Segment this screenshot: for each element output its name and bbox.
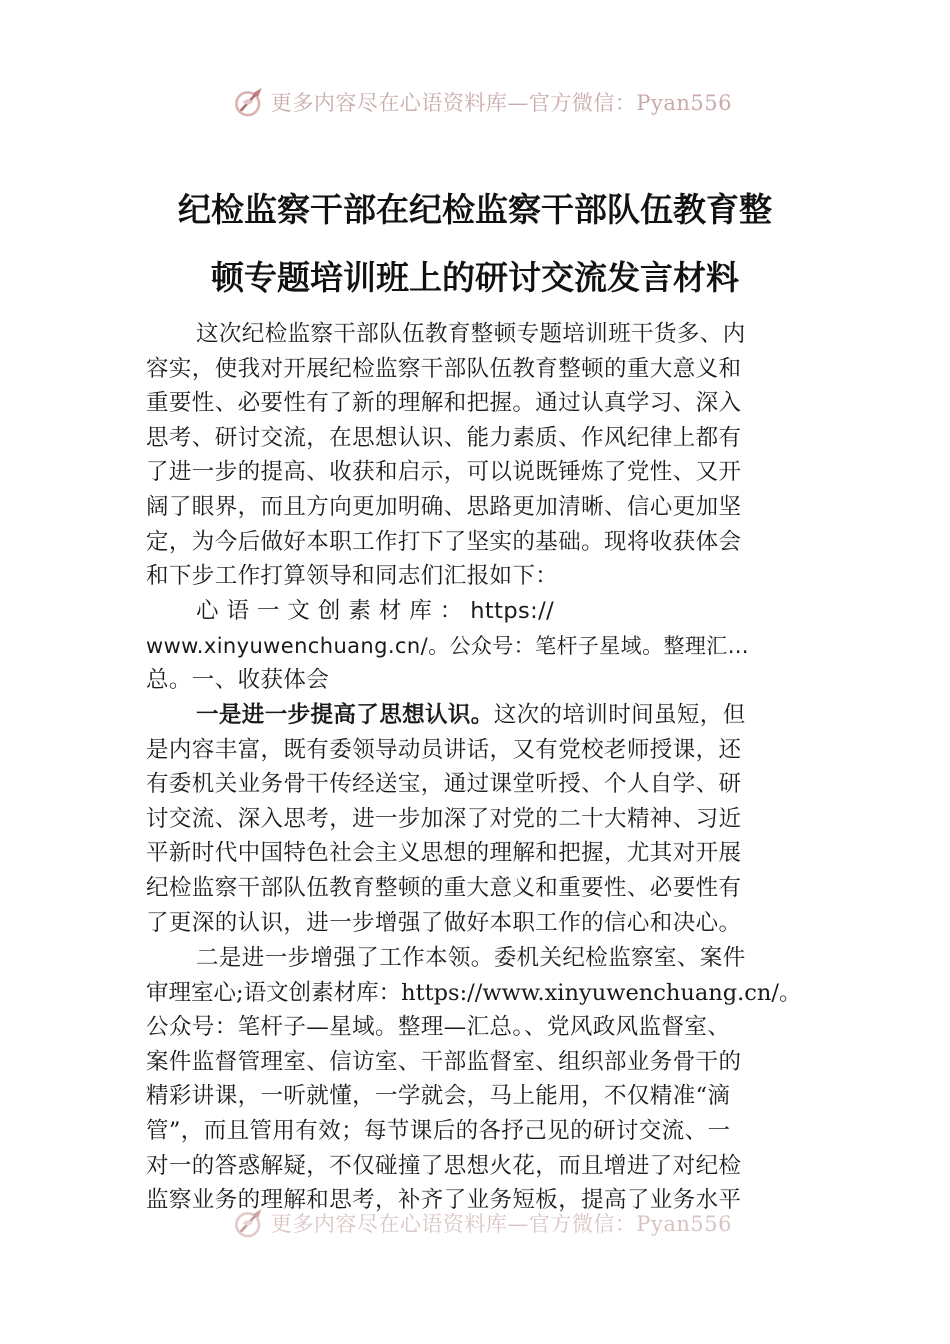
- notice-char: 材: [378, 598, 402, 624]
- notice-char: 创: [317, 598, 341, 624]
- notice-char: 库: [409, 598, 433, 624]
- footer-banner: [232, 1203, 732, 1243]
- text-line: 二是进一步增强了工作本领。委机关纪检监察室、案件: [196, 945, 746, 971]
- brand-logo-icon: [232, 1204, 267, 1242]
- brand-logo-icon: [232, 83, 267, 121]
- text-line: 平新时代中国特色社会主义思想的理解和把握，尤其对开展: [146, 840, 742, 867]
- text-line: 管”，而且管用有效；每节课后的各抒己见的研讨交流、一: [146, 1117, 731, 1144]
- notice-char: 文: [287, 598, 311, 624]
- section-2-paragraph: [146, 941, 810, 1218]
- section-1-paragraph: [146, 698, 810, 940]
- text-line: 讨交流、深入思考，进一步加深了对党的二十大精神、习近: [146, 805, 742, 832]
- text-line: 监察业务的理解和思考，补齐了业务短板，提高了业务水平: [146, 1187, 742, 1214]
- text-line: 和下步工作打算领导和同志们汇报如下：: [146, 563, 559, 590]
- notice-char: 语: [226, 598, 250, 624]
- text-line: 是内容丰富，既有委领导动员讲话，又有党校老师授课，还: [146, 736, 742, 763]
- text-line: 了进一步的提高、收获和启示，可以说既锤炼了党性、又开: [146, 459, 742, 486]
- notice-line-1: [146, 594, 810, 629]
- text-line: [146, 698, 810, 733]
- text-line: 阔了眼界，而且方向更加明确、思路更加清晰、信心更加坚: [146, 493, 742, 520]
- notice-char: ：: [439, 598, 463, 624]
- text-line: 有委机关业务骨干传经送宝，通过课堂听授、个人自学、研: [146, 771, 742, 798]
- notice-url: https://: [470, 598, 555, 624]
- point-heading: 一是进一步提高了思想认识。: [196, 702, 494, 728]
- text-line: 容实，使我对开展纪检监察干部队伍教育整顿的重大意义和: [146, 355, 742, 382]
- notice-char: 一: [256, 598, 280, 624]
- document-title-line-2: 顿专题培训班上的研讨交流发言材料: [211, 258, 739, 297]
- text-line: 案件监督管理室、信访室、干部监督室、组织部业务骨干的: [146, 1048, 742, 1075]
- text-line: 纪检监察干部队伍教育整顿的重大意义和重要性、必要性有: [146, 874, 742, 901]
- text-line: 精彩讲课，一听就懂，一学就会，马上能用，不仅精准“滴: [146, 1083, 731, 1110]
- section-heading: 总。一、收获体会: [146, 667, 330, 694]
- banner-text: 更多内容尽在心语资料库—官方微信：Pyan556: [270, 1212, 732, 1236]
- banner-text: 更多内容尽在心语资料库—官方微信：Pyan556: [270, 91, 732, 115]
- text-line: 审理室心;语文创素材库：https://www.xinyuwenchuang.cn/。: [146, 979, 802, 1006]
- text-line: 这次纪检监察干部队伍教育整顿专题培训班干货多、内: [196, 321, 746, 347]
- header-banner: [232, 82, 732, 122]
- text-line: 重要性、必要性有了新的理解和把握。通过认真学习、深入: [146, 390, 742, 417]
- text-line: 定，为今后做好本职工作打下了坚实的基础。现将收获体会: [146, 528, 742, 555]
- notice-line-2: www.xinyuwenchuang.cn/。公众号：笔杆子星域。整理汇…: [146, 633, 750, 658]
- document-title-line-1: 纪检监察干部在纪检监察干部队伍教育整: [178, 190, 772, 229]
- source-notice: [146, 594, 810, 698]
- text-line: 思考、研讨交流，在思想认识、能力素质、作风纪律上都有: [146, 424, 742, 451]
- text-run: 这次的培训时间虽短，但: [493, 702, 746, 728]
- text-line: 公众号：笔杆子—星域。整理—汇总。、党风政风监督室、: [146, 1014, 731, 1041]
- text-line: 了更深的认识，进一步增强了做好本职工作的信心和决心。: [146, 909, 742, 936]
- notice-char: 心: [196, 598, 219, 624]
- intro-paragraph: [146, 317, 810, 594]
- text-line: 对一的答惑解疑，不仅碰撞了思想火花，而且增进了对纪检: [146, 1152, 742, 1179]
- notice-char: 素: [348, 598, 372, 624]
